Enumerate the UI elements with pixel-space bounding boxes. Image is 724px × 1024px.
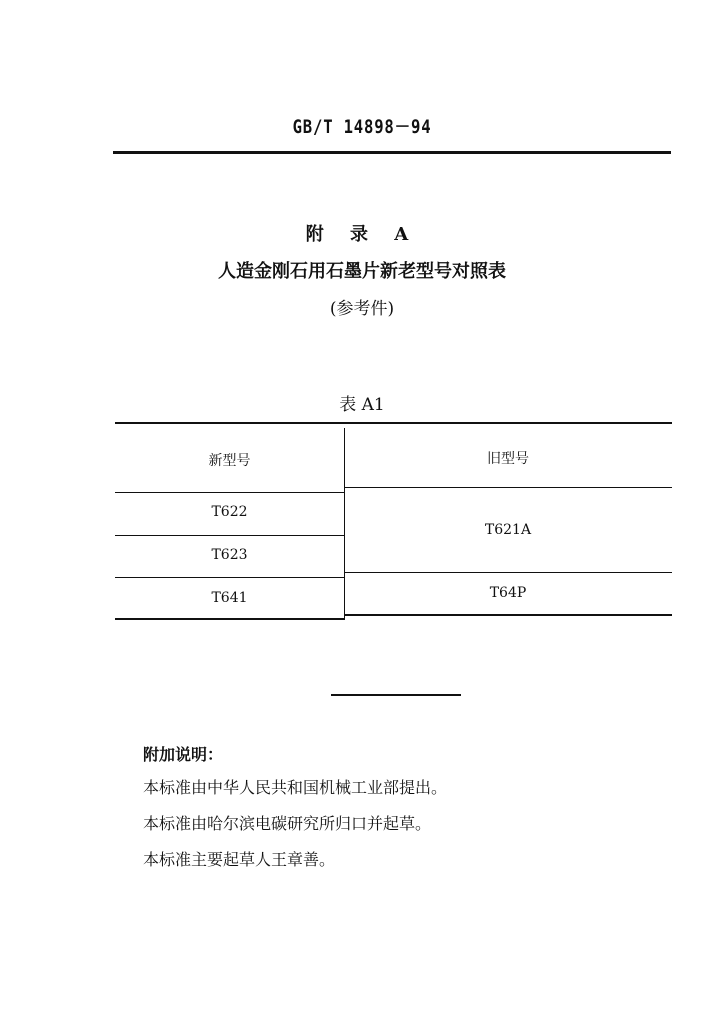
standard-code: GB/T 14898－94 — [292, 116, 432, 138]
header-old-model: 旧型号 — [487, 451, 529, 467]
closing-divider — [331, 694, 461, 696]
table-bottom-rule-right — [344, 614, 672, 616]
header-new-model: 新型号 — [208, 453, 251, 469]
note-line: 本标准主要起草人王章善。 — [143, 850, 336, 869]
appendix-title: 附 录 A — [305, 224, 419, 245]
table-bottom-rule-left — [115, 618, 344, 620]
model-comparison-table — [115, 422, 672, 620]
note-line: 本标准由中华人民共和国机械工业部提出。 — [143, 778, 448, 797]
table-header-rule-left — [115, 492, 344, 493]
additional-notes-heading: 附加说明： — [143, 745, 224, 764]
appendix-subtitle: 人造金刚石用石墨片新老型号对照表 — [218, 261, 506, 282]
table-top-rule — [115, 422, 672, 424]
old-model-t621a: T621A — [484, 522, 532, 538]
old-model-t64p: T64P — [489, 585, 527, 601]
table-row-rule-left-2 — [115, 577, 344, 578]
table-header-rule-right — [344, 487, 672, 488]
table-title: 表 A1 — [339, 395, 385, 415]
appendix-reference-note: (参考件) — [329, 299, 395, 319]
table-row-rule-right — [344, 572, 672, 573]
header-divider — [113, 151, 671, 154]
new-model-t623: T623 — [211, 547, 248, 563]
table-row-rule-left — [115, 535, 344, 536]
additional-notes — [143, 742, 663, 885]
new-model-t641: T641 — [211, 590, 248, 606]
note-line: 本标准由哈尔滨电碳研究所归口并起草。 — [143, 814, 432, 833]
new-model-t622: T622 — [211, 504, 248, 520]
